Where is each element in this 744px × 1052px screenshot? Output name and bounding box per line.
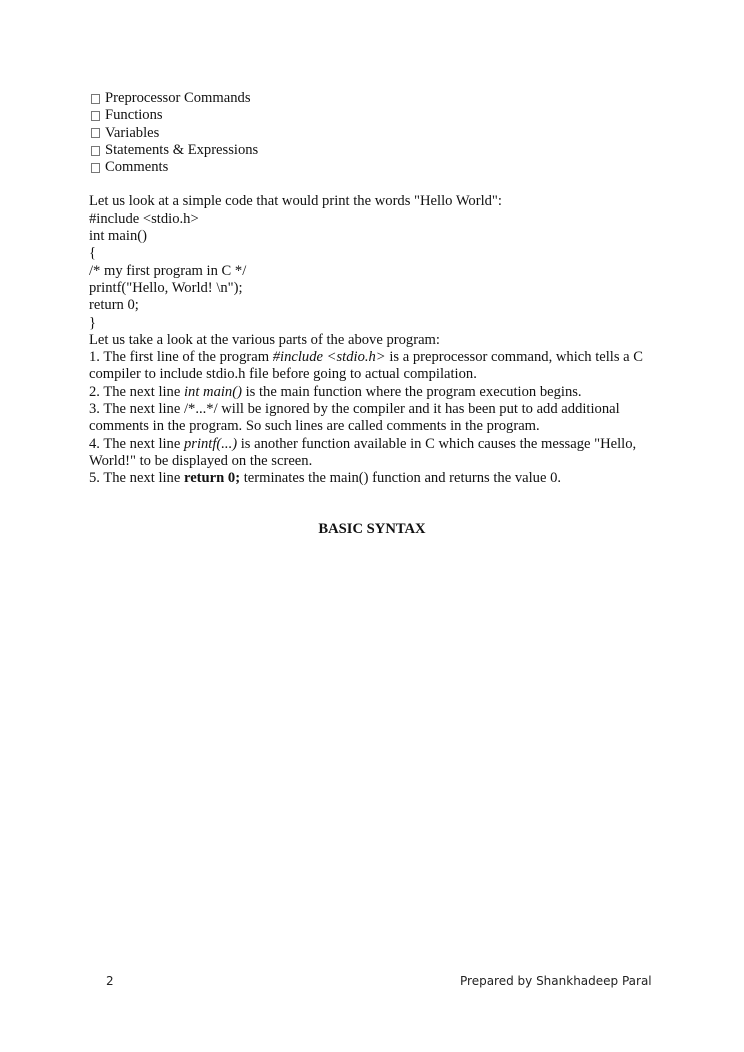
text: 1. The first line of the program: [89, 349, 273, 366]
code-line: printf("Hello, World! \n");: [89, 279, 243, 296]
code-line: {: [89, 245, 97, 262]
code-ref: #include <stdio.h>: [272, 349, 386, 366]
code-line: #include <stdio.h>: [89, 210, 199, 227]
checkbox-icon: [91, 146, 100, 156]
checkbox-icon: [91, 94, 100, 104]
text: terminates the main() function and returns the value 0.: [240, 470, 562, 487]
code-ref: printf(...): [183, 435, 238, 452]
list-item-label: Comments: [105, 159, 169, 176]
code-line: int main(): [89, 228, 147, 245]
code-line: return 0;: [89, 297, 139, 314]
list-item: [89, 107, 659, 124]
text: is the main function where the program execution begins.: [241, 383, 582, 400]
component-list: [89, 90, 659, 176]
explanation-2: [89, 384, 659, 401]
list-item: [89, 125, 659, 142]
text: 2. The next line: [89, 383, 184, 400]
code-line: /* my first program in C */: [89, 262, 247, 279]
code-ref: int main(): [183, 383, 242, 400]
explanation-4: [89, 436, 659, 471]
explanation-5: [89, 470, 659, 487]
code-ref: return 0;: [183, 470, 241, 487]
text: is a preprocessor command, which tells a C compiler to include stdio.h file before going to actual compilation.: [89, 349, 644, 383]
list-item-label: Variables: [105, 124, 160, 141]
footer-author: Prepared by Shankhadeep Paral: [460, 974, 652, 988]
checkbox-icon: [91, 163, 100, 173]
checkbox-icon: [91, 128, 100, 138]
explanation-1: [89, 349, 659, 384]
list-item: [89, 90, 659, 107]
list-item: [89, 142, 659, 159]
explanation-3: 3. The next line /*...*/ will be ignored by the compiler and it has been put to add additional comments in the program. So such lines are called comments in the program.: [89, 401, 620, 435]
text: 4. The next line: [89, 435, 184, 452]
list-item: [89, 159, 659, 176]
text: 5. The next line: [89, 470, 184, 487]
list-item-label: Functions: [105, 107, 163, 124]
page-number: 2: [106, 974, 114, 988]
list-item-label: Preprocessor Commands: [105, 90, 251, 106]
explanation-intro: Let us take a look at the various parts of the above program:: [89, 331, 440, 348]
code-line: }: [89, 314, 97, 331]
text: is another function available in C which causes the message "Hello, World!" to be displayed on the screen.: [89, 435, 637, 469]
page-content: [89, 90, 659, 488]
section-heading: BASIC SYNTAX: [318, 521, 426, 537]
code-block: [89, 211, 659, 332]
intro-text: Let us look at a simple code that would print the words "Hello World":: [89, 193, 502, 210]
checkbox-icon: [91, 111, 100, 121]
list-item-label: Statements & Expressions: [105, 141, 259, 158]
